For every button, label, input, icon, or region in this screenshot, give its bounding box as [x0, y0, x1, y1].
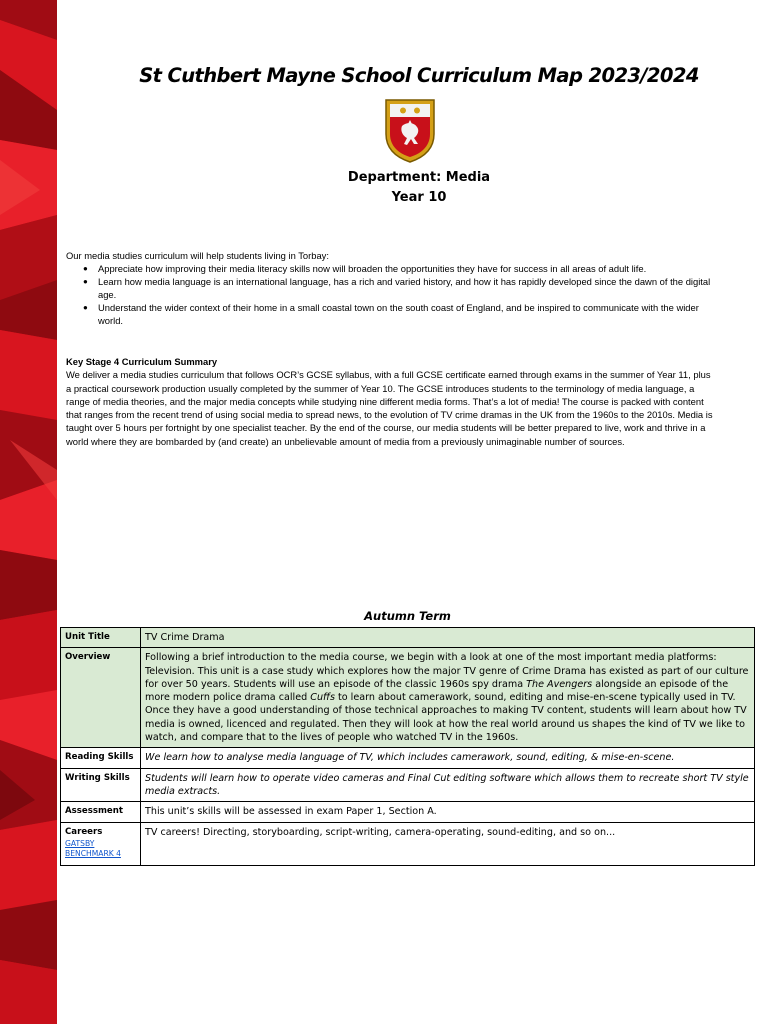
overview-label: Overview	[61, 648, 141, 748]
intro-bullet: ● Appreciate how improving their media literacy skills now will broaden the opportunities they have for success in all areas of adult life.	[66, 262, 716, 275]
assessment-value: This unit’s skills will be assessed in exam Paper 1, Section A.	[141, 802, 755, 822]
overview-value	[141, 648, 755, 748]
sidebar-pattern	[0, 0, 57, 1024]
table-row-careers	[61, 822, 755, 865]
page-title: St Cuthbert Mayne School Curriculum Map 2023/2024	[139, 64, 699, 87]
curriculum-table	[60, 627, 755, 866]
table-row-reading	[61, 748, 755, 768]
term-title: Autumn Term	[364, 609, 451, 623]
overview-title-cuffs: Cuffs	[310, 692, 335, 704]
overview-text: Following a brief introduction to the media course, we begin with a look at one of the most important media platforms: Television. This unit is a case study which explores how the major TV genre of Crime Drama has existed as part of our culture for over 50 years. Students will use an episode of the classic 1960s spy drama	[145, 652, 749, 690]
table-row-assessment	[61, 802, 755, 822]
careers-value: TV careers! Directing, storyboarding, script-writing, camera-operating, sound-editing, and so on...	[141, 822, 755, 865]
table-row-overview	[61, 648, 755, 748]
assessment-label: Assessment	[61, 802, 141, 822]
reading-skills-label: Reading Skills	[61, 748, 141, 768]
writing-skills-value: Students will learn how to operate video cameras and Final Cut editing software which allows them to recreate short TV style media extracts.	[141, 768, 755, 802]
intro-bullet: ● Learn how media language is an international language, has a rich and varied history, and how it has rapidly developed since the dawn of the digital age.	[66, 275, 716, 301]
gatsby-benchmark-link[interactable]: GATSBY BENCHMARK 4	[65, 838, 121, 858]
decorative-sidebar	[0, 0, 57, 1024]
writing-skills-label: Writing Skills	[61, 768, 141, 802]
table-row-unit-title	[61, 628, 755, 648]
year-heading: Year 10	[391, 190, 447, 205]
intro-bullet: ● Understand the wider context of their home in a small coastal town on the south coast of England, and be inspired to communicate with the wider world.	[66, 301, 716, 327]
careers-label-cell	[61, 822, 141, 865]
unit-title-value: TV Crime Drama	[141, 628, 755, 648]
overview-text: to learn about camerawork, sound, editing and mise-en-scene typically used in TV. Once they have a good understanding of those technical approaches to making TV content, students will learn about how TV media is owned, licenced and regulated. Then they will look at how the real world around us shapes the kind of TV we like to watch, and compare that to the lives of people who watched TV in the 1960s.	[145, 692, 747, 744]
department-heading: Department: Media	[347, 170, 491, 185]
overview-text: alongside an episode of the more modern police drama called	[145, 678, 729, 704]
reading-skills-value: We learn how to analyse media language of TV, which includes camerawork, sound, editing, & mise-en-scene.	[141, 748, 755, 768]
ks4-body: We deliver a media studies curriculum that follows OCR’s GCSE syllabus, with a full GCSE certificate earned through exams in the summer of Year 11, plus a practical coursework production usually completed by the summer of Year 10. The GCSE introduces students to the terminology of media language, a range of media theories, and the major media concepts while studying nine different media forms. That’s a lot of media! The course is packed with content that ranges from the recent trend of using social media to spread news, to the evolution of TV crime dramas in the UK from the 1960s to the 2010s. Media is taught over 5 hours per fortnight by one specialist teacher. By the end of the course, our media students will be better prepared to live, work and thrive in a world where they are bombarded by (and create) an unbelievable amount of media from a previously unimaginable number of sources.	[66, 369, 713, 447]
ks4-summary-section	[66, 355, 716, 448]
intro-bullet-list	[66, 262, 716, 327]
school-crest-icon	[384, 98, 436, 164]
unit-title-label: Unit Title	[61, 628, 141, 648]
table-row-writing	[61, 768, 755, 802]
intro-lead: Our media studies curriculum will help students living in Torbay:	[66, 250, 329, 261]
overview-title-avengers: The Avengers	[526, 678, 593, 690]
ks4-heading: Key Stage 4 Curriculum Summary	[66, 356, 218, 367]
careers-label: Careers	[65, 826, 103, 837]
intro-section	[66, 249, 716, 327]
